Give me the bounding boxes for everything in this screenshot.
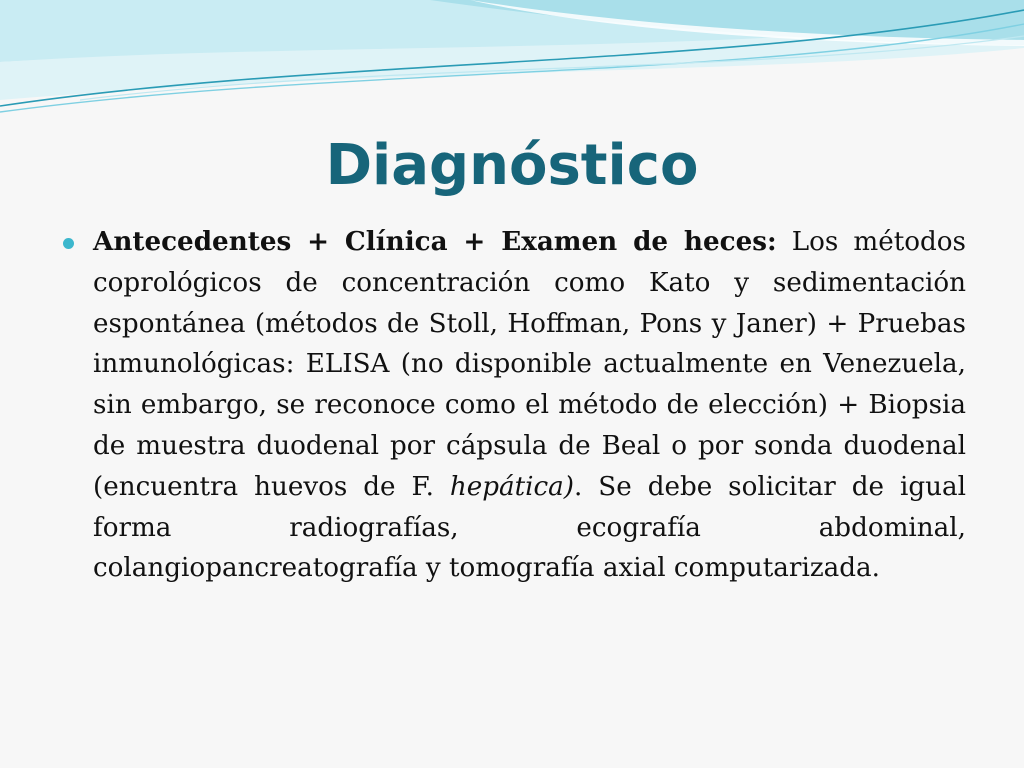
bullet-dot-icon bbox=[63, 238, 74, 249]
bullet-italic-text: hepática) bbox=[449, 471, 575, 502]
slide-title: Diagnóstico bbox=[325, 133, 699, 198]
slide-body bbox=[60, 222, 966, 589]
bullet-closing-text: . Se debe solicitar de igual forma radiografías, ecografía abdominal, colangiopancreatografía y tomografía axial computarizada. bbox=[93, 471, 966, 584]
bullet-text bbox=[93, 222, 966, 589]
bullet-item bbox=[60, 222, 966, 589]
bullet-lead-text: Antecedentes + Clínica + Examen de heces: bbox=[93, 226, 777, 257]
header-wave-decoration bbox=[0, 0, 1024, 130]
bullet-body-text: Los métodos coprológicos de concentración como Kato y sedimentación espontánea (métodos de Stoll, Hoffman, Pons y Janer) + Pruebas inmunológicas: ELISA (no disponible actualmente en Venezuela, sin embargo, se reconoce como el método de elección) + Biopsia de muestra duodenal por cápsula de Beal o por sonda duodenal (encuentra huevos de F. bbox=[93, 227, 966, 502]
